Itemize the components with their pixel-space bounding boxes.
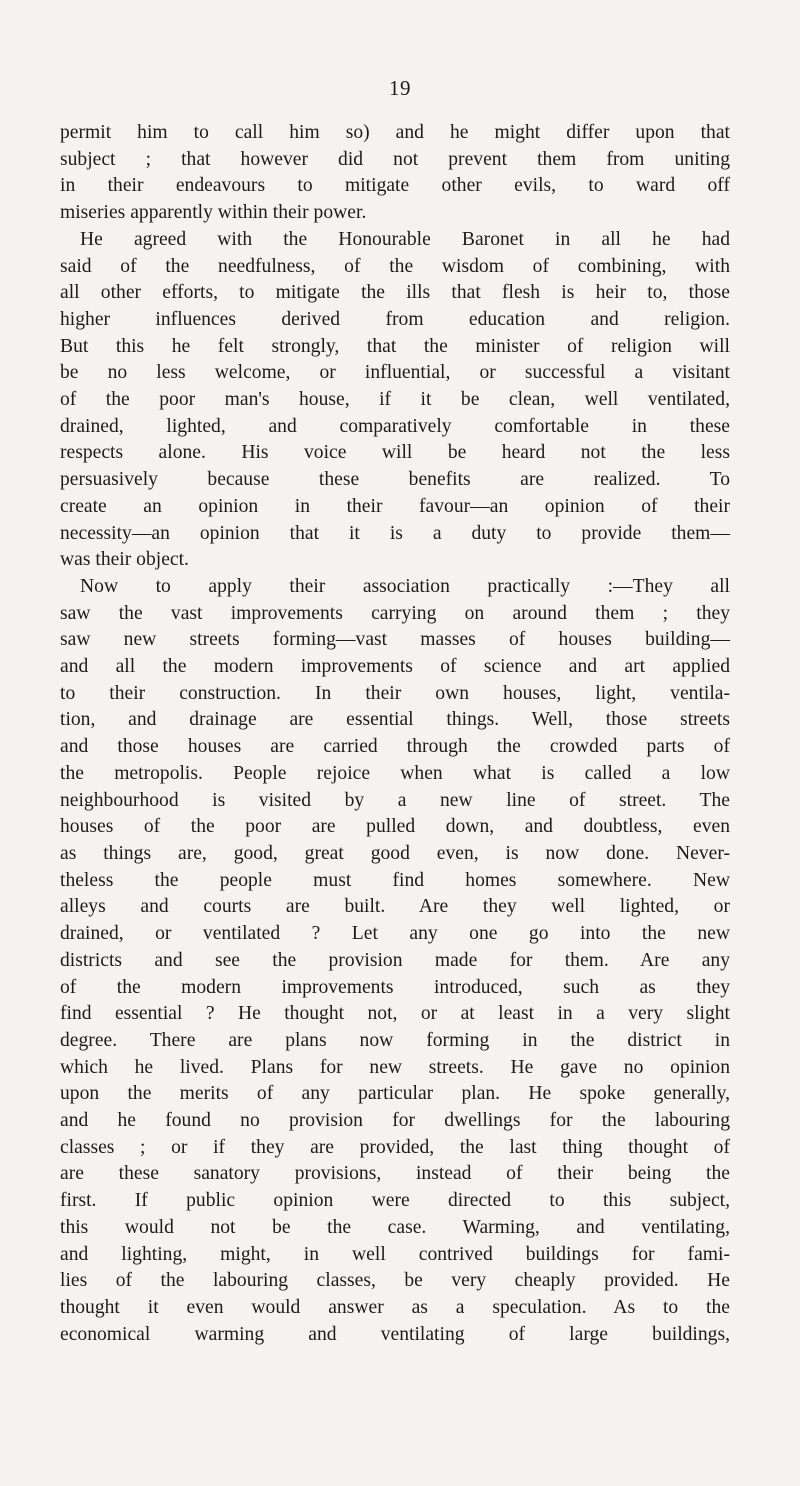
text-line: upon the merits of any particular plan. He spoke generally, <box>60 1083 730 1105</box>
text-line: respects alone. His voice will be heard not the less <box>60 442 730 464</box>
text-line: drained, lighted, and comparatively comfortable in these <box>60 415 730 437</box>
page-number: 19 <box>389 76 411 100</box>
text-line: to their construction. In their own houses, light, ventila- <box>60 682 730 704</box>
text-line: alleys and courts are built. Are they well lighted, or <box>60 896 730 918</box>
text-line: in their endeavours to mitigate other evils, to ward off <box>60 175 730 197</box>
text-line: of the poor man's house, if it be clean, well ventilated, <box>60 389 730 411</box>
text-line: saw new streets forming—vast masses of houses building— <box>60 629 730 651</box>
text-line: districts and see the provision made for them. Are any <box>60 949 730 971</box>
text-line: lies of the labouring classes, be very cheaply provided. He <box>60 1270 730 1292</box>
text-line: persuasively because these benefits are realized. To <box>60 469 730 491</box>
text-line: all other efforts, to mitigate the ills that flesh is heir to, those <box>60 282 730 304</box>
text-line: degree. There are plans now forming in the district in <box>60 1029 730 1051</box>
text-line: find essential ? He thought not, or at least in a very slight <box>60 1003 730 1025</box>
text-line: But this he felt strongly, that the minister of religion will <box>60 335 730 357</box>
body-text <box>60 120 730 1348</box>
text-line: create an opinion in their favour—an opinion of their <box>60 495 730 517</box>
text-line: and lighting, might, in well contrived buildings for fami- <box>60 1243 730 1265</box>
text-line: saw the vast improvements carrying on around them ; they <box>60 602 730 624</box>
text-line: thought it even would answer as a speculation. As to the <box>60 1296 730 1318</box>
text-line: be no less welcome, or influential, or successful a visitant <box>60 362 730 384</box>
text-line: subject ; that however did not prevent them from uniting <box>60 148 730 170</box>
text-line: theless the people must find homes somewhere. New <box>60 869 730 891</box>
text-line: permit him to call him so) and he might differ upon that <box>60 122 730 143</box>
text-line: as things are, good, great good even, is now done. Never- <box>60 842 730 864</box>
text-line: miseries apparently within their power. <box>60 202 367 224</box>
text-line: said of the needfulness, of the wisdom of combining, with <box>60 255 730 277</box>
text-line: of the modern improvements introduced, such as they <box>60 976 730 998</box>
text-line: Now to apply their association practically :—They all <box>80 575 730 597</box>
text-line: classes ; or if they are provided, the last thing thought of <box>60 1136 730 1158</box>
text-line: tion, and drainage are essential things. Well, those streets <box>60 709 730 731</box>
text-line: which he lived. Plans for new streets. He gave no opinion <box>60 1056 730 1078</box>
text-line: the metropolis. People rejoice when what is called a low <box>60 762 730 784</box>
text-line: necessity—an opinion that it is a duty to provide them— <box>60 522 730 544</box>
text-line: was their object. <box>60 549 189 571</box>
text-line: He agreed with the Honourable Baronet in all he had <box>80 228 730 250</box>
text-line: and all the modern improvements of science and art applied <box>60 656 730 678</box>
text-line: are these sanatory provisions, instead of their being the <box>60 1163 730 1185</box>
text-line: higher influences derived from education and religion. <box>60 308 730 330</box>
text-line: drained, or ventilated ? Let any one go into the new <box>60 923 730 945</box>
text-line: this would not be the case. Warming, and ventilating, <box>60 1216 730 1238</box>
text-line: neighbourhood is visited by a new line of street. The <box>60 789 730 811</box>
text-line: and those houses are carried through the crowded parts of <box>60 736 730 758</box>
text-line: economical warming and ventilating of large buildings, <box>60 1323 730 1345</box>
text-line: houses of the poor are pulled down, and doubtless, even <box>60 816 730 838</box>
text-line: first. If public opinion were directed to this subject, <box>60 1190 730 1212</box>
text-line: and he found no provision for dwellings for the labouring <box>60 1110 730 1132</box>
